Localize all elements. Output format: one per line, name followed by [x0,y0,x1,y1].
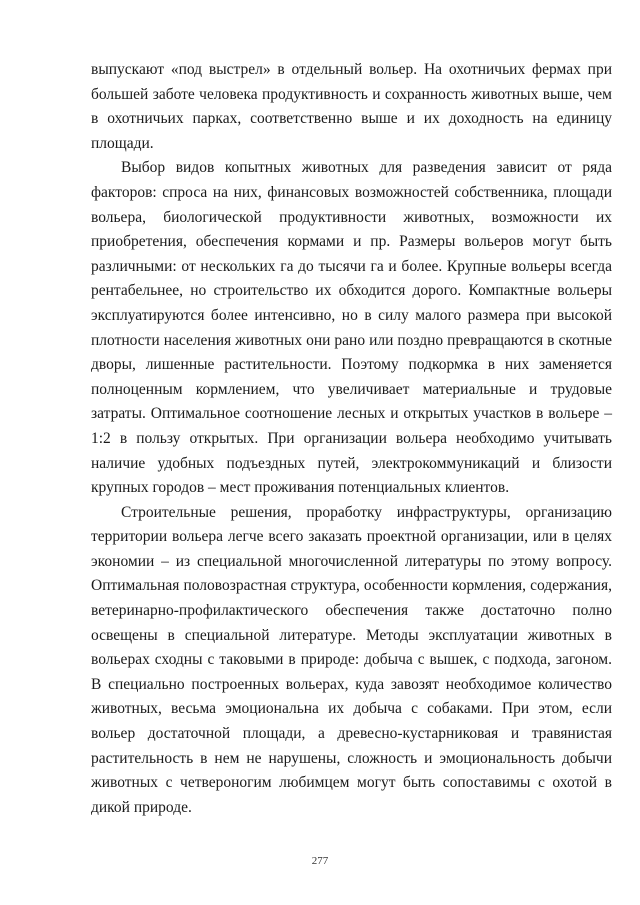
document-body [91,58,612,820]
paragraph-continuation: выпускают «под выстрел» в отдельный вольер. На охотничьих фермах при большей заботе человека продуктивность и сохранность животных выше, чем в охотничьих парках, соответственно выше и их доходность на единицу площади. [91,61,612,152]
paragraph-construction: Строительные решения, проработку инфраструктуры, организацию территории вольера легче всего заказать проектной организации, или в целях экономии – из специальной многочисленной литературы по этому вопросу. Оптимальная половозрастная структура, особенности кормления, содержания, ветеринарно-профилактического обеспечения также достаточно полно освещены в специальной литературе. Методы эксплуатации животных в вольерах сходны с таковыми в природе: добыча с вышек, с подхода, загоном. В специально построенных вольерах, куда завозят необходимое количество животных, весьма эмоциональна их добыча с собаками. При этом, если вольер достаточной площади, а древесно-кустарниковая и травянистая растительность в нем не нарушены, сложность и эмоциональность добычи животных с четвероногим любимцем могут быть сопоставимы с охотой в дикой природе. [91,503,612,816]
paragraph-species-selection: Выбор видов копытных животных для разведения зависит от ряда факторов: спроса на них, финансовых возможностей собственника, площади вольера, биологической продуктивности животных, возможности их приобретения, обеспечения кормами и пр. Размеры вольеров могут быть различными: от нескольких га до тысячи га и более. Крупные вольеры всегда рентабельнее, но строительство их обходится дорого. Компактные вольеры эксплуатируются более интенсивно, но в силу малого размера при высокой плотности населения животных они рано или поздно превращаются в скотные дворы, лишенные растительности. Поэтому подкормка в них заменяется полноценным кормлением, что увеличивает материальные и трудовые затраты. Оптимальное соотношение лесных и открытых участков в вольере – 1:2 в пользу открытых. При организации вольера необходимо учитывать наличие удобных подъездных путей, электрокоммуникаций и близости крупных городов – мест проживания потенциальных клиентов. [91,159,612,497]
page-number: 277 [311,855,329,867]
